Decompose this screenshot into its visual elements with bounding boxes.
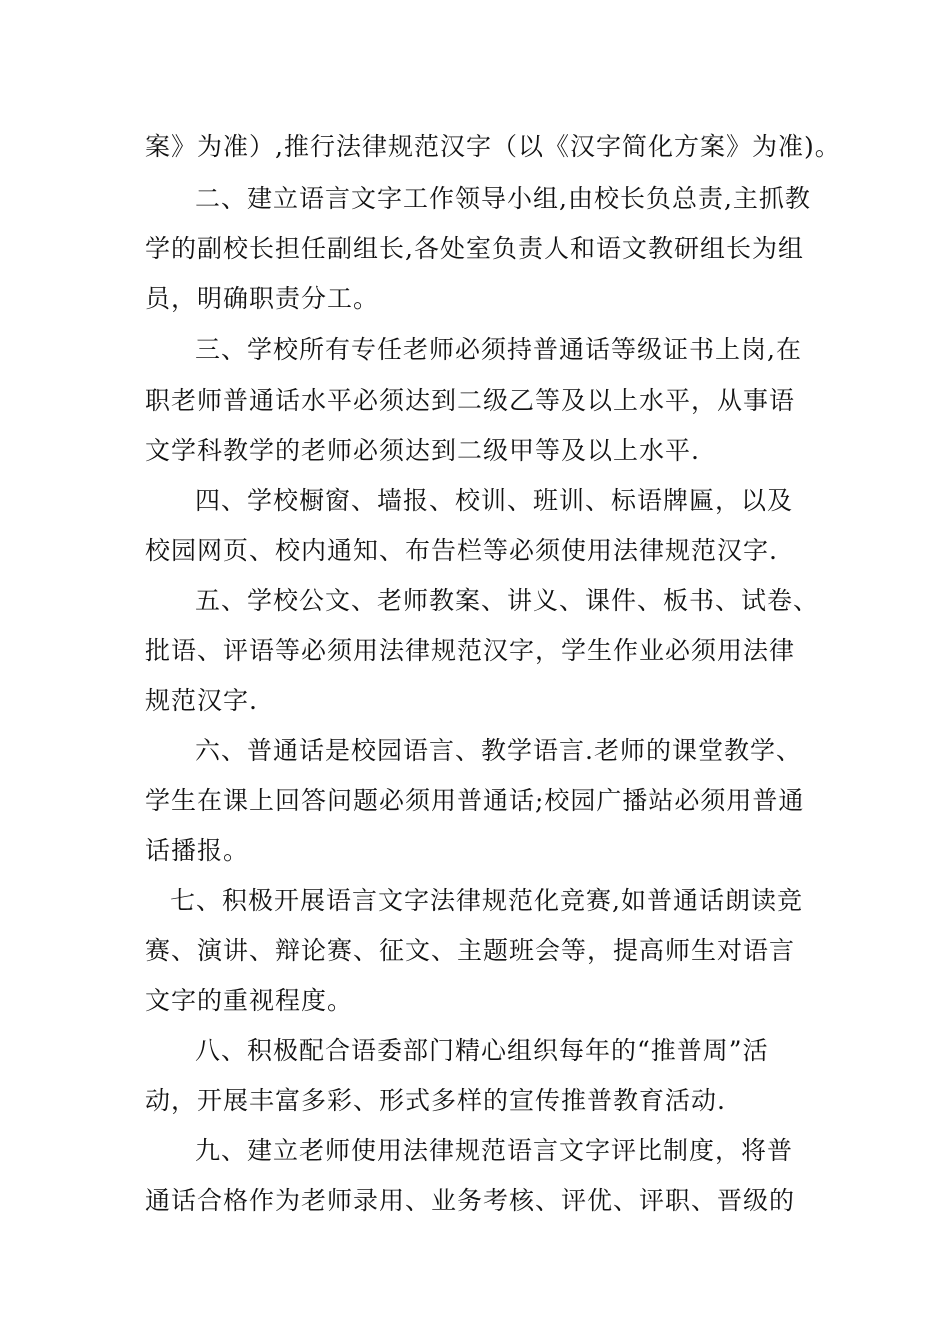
text-line: 三、学校所有专任老师必须持普通话等级证书上岗,在 [195, 335, 802, 364]
text-line: 校园网页、校内通知、布告栏等必须使用法律规范汉字. [145, 536, 778, 565]
text-line: 赛、演讲、辩论赛、征文、主题班会等，提高师生对语言 [145, 936, 796, 965]
text-line: 九、建立老师使用法律规范语言文字评比制度，将普 [195, 1136, 794, 1165]
text-line: 文字的重视程度。 [145, 986, 354, 1015]
text-line: 批语、评语等必须用法律规范汉字，学生作业必须用法律 [145, 636, 796, 665]
text-line: 案》为准）,推行法律规范汉字（以《汉字简化方案》为准)。 [145, 132, 841, 161]
text-line: 话播报。 [145, 836, 250, 865]
text-line: 文学科教学的老师必须达到二级甲等及以上水平. [145, 436, 700, 465]
text-line: 六、普通话是校园语言、教学语言.老师的课堂教学、 [195, 736, 802, 765]
text-line: 职老师普通话水平必须达到二级乙等及以上水平，从事语 [145, 386, 796, 415]
text-line: 员，明确职责分工。 [145, 284, 380, 313]
text-line: 四、学校橱窗、墙报、校训、班训、标语牌匾，以及 [195, 486, 794, 515]
text-line: 学生在课上回答问题必须用普通话;校园广播站必须用普通 [145, 786, 805, 815]
text-line: 规范汉字. [145, 686, 258, 715]
text-line: 七、积极开展语言文字法律规范化竞赛,如普通话朗读竞 [170, 886, 803, 915]
text-line: 学的副校长担任副组长,各处室负责人和语文教研组长为组 [145, 234, 804, 263]
text-line: 八、积极配合语委部门精心组织每年的“推普周”活 [195, 1036, 769, 1065]
text-line: 动，开展丰富多彩、形式多样的宣传推普教育活动. [145, 1086, 726, 1115]
text-line: 二、建立语言文字工作领导小组,由校长负总责,主抓教 [195, 184, 811, 213]
text-line: 通话合格作为老师录用、业务考核、评优、评职、晋级的 [145, 1186, 796, 1215]
text-line: 五、学校公文、老师教案、讲义、课件、板书、试卷、 [195, 586, 820, 615]
